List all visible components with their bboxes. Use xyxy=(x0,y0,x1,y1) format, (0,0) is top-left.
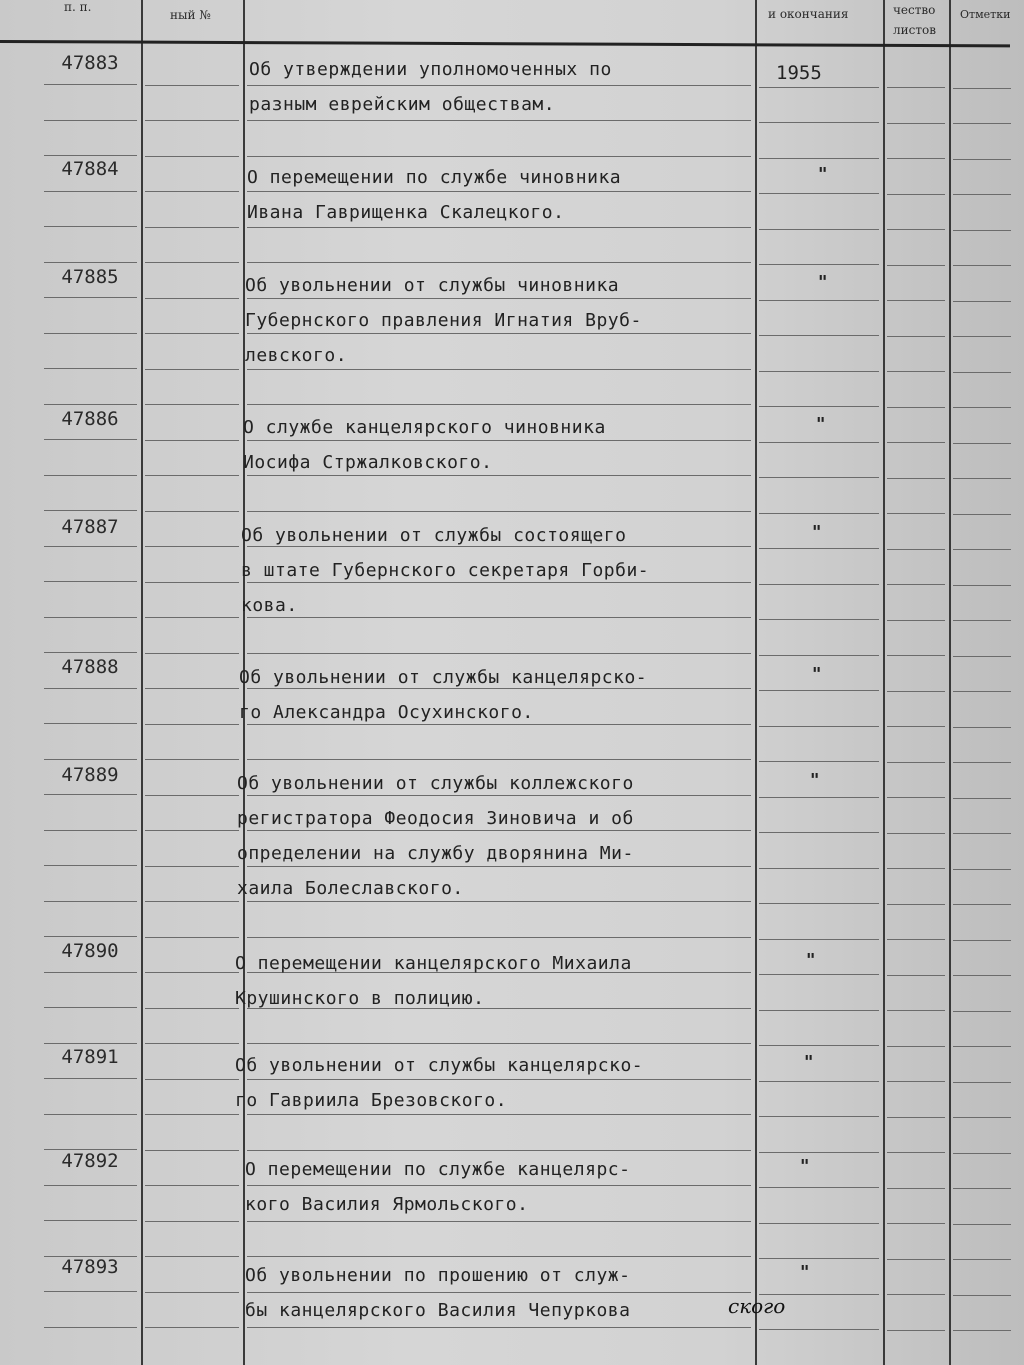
ruled-line xyxy=(145,830,239,831)
ruled-line xyxy=(247,1256,751,1257)
ruled-line xyxy=(44,510,137,511)
ruled-line xyxy=(953,443,1011,444)
ruled-line xyxy=(759,406,879,407)
ruled-line xyxy=(44,333,137,334)
ruled-line xyxy=(44,368,137,369)
file-number: 47888 xyxy=(61,656,119,678)
ruled-line xyxy=(953,656,1011,657)
ruled-line xyxy=(953,1259,1011,1260)
ruled-line xyxy=(759,1258,879,1259)
description-line: хаила Болеславского. xyxy=(237,878,464,899)
ruled-line xyxy=(887,797,945,798)
ruled-line xyxy=(887,904,945,905)
header-col-sheets: чество листов xyxy=(893,3,936,37)
ruled-line xyxy=(145,1079,239,1080)
ruled-line xyxy=(887,300,945,301)
ruled-line xyxy=(887,407,945,408)
ruled-line xyxy=(759,939,879,940)
description-line: Крушинского в полицию. xyxy=(235,988,485,1009)
description-line: Об увольнении по прошению от служ- xyxy=(245,1265,631,1286)
ruled-line xyxy=(887,194,945,195)
ruled-line xyxy=(953,230,1011,231)
ruled-line xyxy=(44,972,137,973)
ruled-line xyxy=(145,1292,239,1293)
description-line: бы канцелярского Василия Чепуркова xyxy=(245,1300,631,1321)
ruled-line xyxy=(145,1256,239,1257)
description-line: Губернского правления Игнатия Вруб- xyxy=(245,310,642,331)
description-line: О службе канцелярского чиновника xyxy=(243,417,606,438)
ruled-line xyxy=(44,723,137,724)
file-number: 47889 xyxy=(61,764,119,786)
ruled-line xyxy=(953,1153,1011,1154)
ruled-line xyxy=(953,762,1011,763)
ruled-line xyxy=(887,691,945,692)
ruled-line xyxy=(145,369,239,370)
ruled-line xyxy=(887,478,945,479)
description-line: регистратора Феодосия Зиновича и об xyxy=(237,808,634,829)
file-number: 47891 xyxy=(61,1046,119,1068)
header-col-dates: и окончания xyxy=(768,7,849,21)
ruled-line xyxy=(44,262,137,263)
ruled-line xyxy=(759,193,879,194)
ruled-line xyxy=(44,759,137,760)
ruled-line xyxy=(759,158,879,159)
ruled-line xyxy=(953,620,1011,621)
ruled-line xyxy=(145,1150,239,1151)
file-number: 47885 xyxy=(61,266,119,288)
ruled-line xyxy=(44,1043,137,1044)
ruled-line xyxy=(145,298,239,299)
ditto-mark: " xyxy=(810,770,820,791)
ditto-mark: " xyxy=(800,1262,810,1283)
ruled-line xyxy=(953,1046,1011,1047)
header-col-notes: Отметки xyxy=(960,8,1011,21)
ruled-line xyxy=(759,655,879,656)
description-line: определении на службу дворянина Ми- xyxy=(237,843,634,864)
file-number: 47883 xyxy=(61,52,119,74)
ruled-line xyxy=(887,1046,945,1047)
ruled-line xyxy=(44,404,137,405)
ruled-line xyxy=(759,1223,879,1224)
ruled-line xyxy=(953,88,1011,89)
description-line: левского. xyxy=(245,345,348,366)
ruled-line xyxy=(759,903,879,904)
ruled-line xyxy=(145,1043,239,1044)
ruled-line xyxy=(145,866,239,867)
ruled-line xyxy=(145,724,239,725)
file-description xyxy=(243,410,763,480)
ruled-line xyxy=(44,1327,137,1328)
ruled-line xyxy=(759,548,879,549)
ruled-line xyxy=(953,194,1011,195)
file-number: 47884 xyxy=(61,158,119,180)
ruled-line xyxy=(759,1152,879,1153)
ruled-line xyxy=(953,798,1011,799)
ruled-line xyxy=(759,122,879,123)
ruled-line xyxy=(145,120,239,121)
description-line: О перемещении канцелярского Михаила xyxy=(235,953,632,974)
ruled-line xyxy=(887,1223,945,1224)
file-number: 47890 xyxy=(61,940,119,962)
ruled-line xyxy=(44,1185,137,1186)
ruled-line xyxy=(887,620,945,621)
ruled-line xyxy=(44,936,137,937)
ruled-line xyxy=(759,726,879,727)
description-line: го Гавриила Брезовского. xyxy=(235,1090,508,1111)
ditto-mark: " xyxy=(818,272,828,293)
ruled-line xyxy=(145,1114,239,1115)
ruled-line xyxy=(759,868,879,869)
ruled-line xyxy=(145,404,239,405)
ruled-line xyxy=(953,336,1011,337)
file-description xyxy=(237,766,757,906)
file-number: 47893 xyxy=(61,1256,119,1278)
ruled-line xyxy=(44,475,137,476)
ruled-line xyxy=(953,478,1011,479)
ruled-line xyxy=(887,87,945,88)
ruled-line xyxy=(44,901,137,902)
ruled-line xyxy=(953,727,1011,728)
ruled-line xyxy=(44,226,137,227)
ruled-line xyxy=(145,937,239,938)
ruled-line xyxy=(953,407,1011,408)
ruled-line xyxy=(887,229,945,230)
ruled-line xyxy=(953,265,1011,266)
file-number: 47887 xyxy=(61,516,119,538)
file-description xyxy=(241,518,761,623)
ruled-line xyxy=(145,262,239,263)
ruled-line xyxy=(247,156,751,157)
ruled-line xyxy=(953,691,1011,692)
ditto-mark: " xyxy=(818,164,828,185)
ruled-line xyxy=(887,939,945,940)
ruled-line xyxy=(247,262,751,263)
ruled-line xyxy=(145,795,239,796)
ruled-line xyxy=(145,653,239,654)
ruled-line xyxy=(44,617,137,618)
ruled-line xyxy=(44,546,137,547)
ruled-line xyxy=(44,1007,137,1008)
ruled-line xyxy=(145,156,239,157)
ruled-line xyxy=(887,513,945,514)
description-line: го Александра Осухинского. xyxy=(239,702,534,723)
handwritten-correction: ского xyxy=(728,1294,786,1318)
ruled-line xyxy=(145,688,239,689)
ruled-line xyxy=(145,475,239,476)
description-line: кова. xyxy=(241,595,298,616)
ruled-line xyxy=(44,1114,137,1115)
ruled-line xyxy=(145,972,239,973)
file-number: 47886 xyxy=(61,408,119,430)
ruled-line xyxy=(887,1259,945,1260)
file-description xyxy=(235,946,755,1016)
ruled-line xyxy=(887,1294,945,1295)
ruled-line xyxy=(44,652,137,653)
ruled-line xyxy=(44,439,137,440)
ruled-line xyxy=(759,229,879,230)
ruled-line xyxy=(887,1081,945,1082)
ruled-line xyxy=(44,1078,137,1079)
ruled-line xyxy=(145,1185,239,1186)
ruled-line xyxy=(953,372,1011,373)
file-description xyxy=(247,160,767,230)
header-col-old-number: ный № xyxy=(170,8,211,22)
ruled-line xyxy=(953,1295,1011,1296)
ruled-line xyxy=(887,1188,945,1189)
ruled-line xyxy=(44,688,137,689)
ruled-line xyxy=(759,442,879,443)
ruled-line xyxy=(44,581,137,582)
ruled-line xyxy=(145,191,239,192)
ruled-line xyxy=(887,868,945,869)
ruled-line xyxy=(759,300,879,301)
ruled-line xyxy=(887,265,945,266)
ruled-line xyxy=(145,617,239,618)
description-line: Об увольнении от службы коллежского xyxy=(237,773,634,794)
ruled-line xyxy=(44,155,137,156)
ruled-line xyxy=(887,1152,945,1153)
ruled-line xyxy=(759,690,879,691)
ruled-line xyxy=(887,158,945,159)
ditto-mark: " xyxy=(816,414,826,435)
file-description xyxy=(249,52,769,122)
ruled-line xyxy=(145,85,239,86)
description-line: Иосифа Стржалковского. xyxy=(243,452,493,473)
ruled-line xyxy=(145,1327,239,1328)
ruled-line xyxy=(44,1220,137,1221)
ruled-line xyxy=(759,1329,879,1330)
header-divider xyxy=(0,40,1010,47)
ruled-line xyxy=(887,442,945,443)
ruled-line xyxy=(953,1224,1011,1225)
ruled-line xyxy=(887,123,945,124)
ruled-line xyxy=(953,869,1011,870)
ruled-line xyxy=(953,159,1011,160)
ruled-line xyxy=(953,514,1011,515)
ruled-line xyxy=(887,584,945,585)
ruled-line xyxy=(759,371,879,372)
file-description xyxy=(235,1048,755,1118)
ruled-line xyxy=(44,297,137,298)
ruled-line xyxy=(887,549,945,550)
ruled-line xyxy=(887,1330,945,1331)
ruled-line xyxy=(145,901,239,902)
ruled-line xyxy=(953,940,1011,941)
ruled-line xyxy=(759,1010,879,1011)
ditto-mark: " xyxy=(806,950,816,971)
ruled-line xyxy=(759,335,879,336)
description-line: О перемещении по службе чиновника xyxy=(247,167,622,188)
header-col-number: п. п. xyxy=(64,0,92,14)
ruled-line xyxy=(759,797,879,798)
ruled-line xyxy=(887,762,945,763)
ruled-line xyxy=(759,87,879,88)
ruled-line xyxy=(145,1008,239,1009)
description-line: О перемещении по службе канцелярс- xyxy=(245,1159,631,1180)
ruled-line xyxy=(953,123,1011,124)
ruled-line xyxy=(44,794,137,795)
ruled-line xyxy=(145,582,239,583)
ruled-line xyxy=(953,549,1011,550)
ruled-line xyxy=(953,301,1011,302)
description-line: разным еврейским обществам. xyxy=(249,94,556,115)
ditto-mark: " xyxy=(804,1052,814,1073)
ruled-line xyxy=(145,1221,239,1222)
ruled-line xyxy=(759,1187,879,1188)
description-line: Об увольнении от службы чиновника xyxy=(245,275,620,296)
ruled-line xyxy=(759,513,879,514)
description-line: кого Василия Ярмольского. xyxy=(245,1194,529,1215)
ruled-line xyxy=(44,120,137,121)
description-line: Об увольнении от службы канцелярско- xyxy=(235,1055,644,1076)
ruled-line xyxy=(145,759,239,760)
ruled-line xyxy=(247,511,751,512)
ruled-line xyxy=(953,1082,1011,1083)
ruled-line xyxy=(887,1010,945,1011)
ruled-line xyxy=(759,264,879,265)
description-line: Ивана Гаврищенка Скалецкого. xyxy=(247,202,565,223)
ruled-line xyxy=(953,585,1011,586)
file-date: 1955 xyxy=(776,62,822,84)
ruled-line xyxy=(247,759,751,760)
file-description xyxy=(245,268,765,373)
ruled-line xyxy=(247,404,751,405)
column-rule-5 xyxy=(949,0,951,1365)
file-number: 47892 xyxy=(61,1150,119,1172)
description-line: Об увольнении от службы канцелярско- xyxy=(239,667,648,688)
ruled-line xyxy=(887,726,945,727)
ruled-line xyxy=(247,937,751,938)
ruled-line xyxy=(145,440,239,441)
ruled-line xyxy=(759,832,879,833)
ruled-line xyxy=(759,477,879,478)
ruled-line xyxy=(759,584,879,585)
ruled-line xyxy=(759,761,879,762)
file-description xyxy=(245,1152,765,1222)
ruled-line xyxy=(44,84,137,85)
ruled-line xyxy=(759,974,879,975)
description-line: в штате Губернского секретаря Горби- xyxy=(241,560,650,581)
ruled-line xyxy=(953,1011,1011,1012)
ruled-line xyxy=(145,333,239,334)
ruled-line xyxy=(953,1330,1011,1331)
ruled-line xyxy=(887,336,945,337)
ruled-line xyxy=(953,833,1011,834)
ruled-line xyxy=(145,546,239,547)
ruled-line xyxy=(887,1117,945,1118)
file-description xyxy=(239,660,759,730)
ditto-mark: " xyxy=(812,664,822,685)
ruled-line xyxy=(953,1188,1011,1189)
ruled-line xyxy=(247,653,751,654)
ditto-mark: " xyxy=(800,1156,810,1177)
ruled-line xyxy=(247,1150,751,1151)
ruled-line xyxy=(953,904,1011,905)
ditto-mark: " xyxy=(812,522,822,543)
ruled-line xyxy=(759,1116,879,1117)
ruled-line xyxy=(887,655,945,656)
ruled-line xyxy=(953,1117,1011,1118)
ruled-line xyxy=(887,833,945,834)
ruled-line xyxy=(887,371,945,372)
column-rule-1 xyxy=(141,0,143,1365)
ruled-line xyxy=(759,1081,879,1082)
description-line: Об увольнении от службы состоящего xyxy=(241,525,627,546)
ruled-line xyxy=(145,227,239,228)
ruled-line xyxy=(247,1043,751,1044)
file-description xyxy=(245,1258,765,1328)
ruled-line xyxy=(953,975,1011,976)
ruled-line xyxy=(759,619,879,620)
ruled-line xyxy=(145,511,239,512)
column-rule-4 xyxy=(883,0,885,1365)
ruled-line xyxy=(44,191,137,192)
ruled-line xyxy=(887,975,945,976)
ruled-line xyxy=(44,830,137,831)
ruled-line xyxy=(44,865,137,866)
ruled-line xyxy=(44,1291,137,1292)
description-line: Об утверждении уполномоченных по xyxy=(249,59,612,80)
ruled-line xyxy=(759,1045,879,1046)
